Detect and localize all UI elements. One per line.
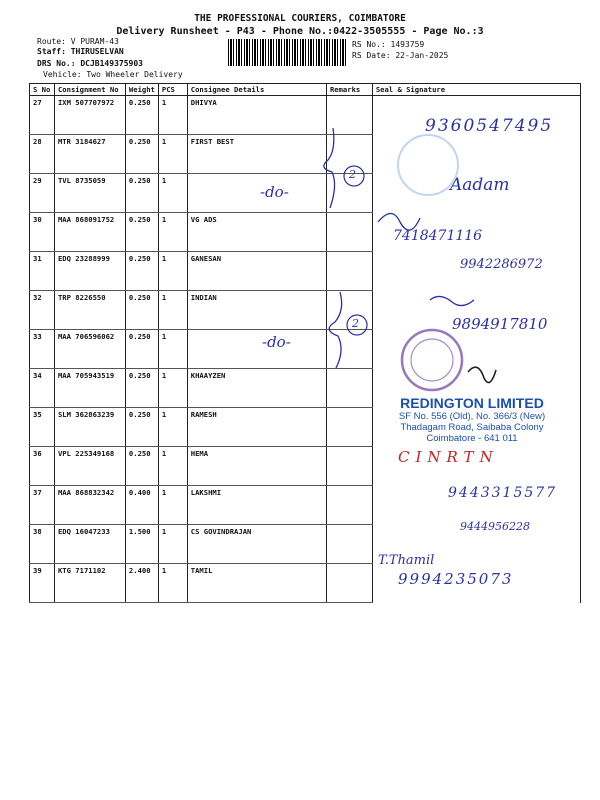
cell-consignment: MAA 705943519: [54, 369, 125, 408]
company-stamp: [372, 395, 572, 444]
signature-scribble: [468, 367, 496, 382]
stamp-company: REDINGTON LIMITED: [400, 395, 544, 411]
cell-sno: 31: [30, 252, 55, 291]
cell-sno: 36: [30, 447, 55, 486]
handwritten-signature: T.Thamil: [378, 553, 435, 568]
cell-consignee: CS GOVINDRAJAN: [187, 525, 326, 564]
cell-weight: 0.250: [125, 291, 158, 330]
cell-sno: 38: [30, 525, 55, 564]
cell-pcs: 1: [158, 330, 187, 369]
cell-pcs: 1: [158, 213, 187, 252]
cell-consignment: MTR 3184627: [54, 135, 125, 174]
handwritten-phone: 7418471116: [393, 228, 483, 244]
cell-weight: 0.250: [125, 447, 158, 486]
cell-sno: 32: [30, 291, 55, 330]
cell-consignee: DHIVYA: [187, 96, 326, 135]
cell-consignee: VG ADS: [187, 213, 326, 252]
signature-scribble: [430, 296, 474, 305]
cell-weight: 0.250: [125, 369, 158, 408]
cell-consignment: EDQ 16047233: [54, 525, 125, 564]
ditto-mark: -do-: [260, 183, 289, 201]
cell-consignment: VPL 225349168: [54, 447, 125, 486]
cell-weight: 0.250: [125, 408, 158, 447]
drs-number: DRS No.: DCJB149375903: [37, 59, 143, 68]
col-remarks: Remarks: [326, 84, 372, 96]
ditto-mark: -do-: [262, 333, 291, 351]
cell-sno: 33: [30, 330, 55, 369]
cell-consignment: EDQ 23288999: [54, 252, 125, 291]
cell-consignment: MAA 706596062: [54, 330, 125, 369]
stamp-line: Thadagam Road, Saibaba Colony: [400, 422, 544, 433]
cell-pcs: 1: [158, 408, 187, 447]
cell-consignee: RAMESH: [187, 408, 326, 447]
cell-sno: 35: [30, 408, 55, 447]
col-consignment: Consignment No: [54, 84, 125, 96]
route-label: Route: V PURAM-43: [37, 37, 119, 46]
handwritten-phone: 9360547495: [425, 116, 554, 136]
cell-sno: 30: [30, 213, 55, 252]
cell-pcs: 1: [158, 525, 187, 564]
cell-weight: 0.250: [125, 174, 158, 213]
cell-consignee: INDIAN: [187, 291, 326, 330]
col-weight: Weight: [125, 84, 158, 96]
cell-weight: 0.250: [125, 96, 158, 135]
cell-weight: 0.250: [125, 252, 158, 291]
cell-pcs: 1: [158, 291, 187, 330]
vehicle-label: Vehicle: Two Wheeler Delivery: [43, 70, 183, 79]
cell-pcs: 1: [158, 174, 187, 213]
cell-consignee: FIRST BEST: [187, 135, 326, 174]
cell-consignee: KHAAYZEN: [187, 369, 326, 408]
bracket-mark: [329, 292, 341, 368]
cell-pcs: 1: [158, 486, 187, 525]
handwritten-signature: Aadam: [450, 175, 510, 195]
col-signature: Seal & Signature: [372, 84, 580, 96]
handwritten-phone: 9942286972: [460, 257, 543, 272]
cell-sno: 39: [30, 564, 55, 603]
cell-consignment: TVL 8735059: [54, 174, 125, 213]
col-pcs: PCS: [158, 84, 187, 96]
company-name: THE PROFESSIONAL COURIERS, COIMBATORE: [194, 13, 406, 24]
cell-pcs: 1: [158, 369, 187, 408]
cell-sno: 37: [30, 486, 55, 525]
cell-consignment: TRP 8226550: [54, 291, 125, 330]
rs-number: RS No.: 1493759: [352, 40, 425, 49]
col-consignee: Consignee Details: [187, 84, 326, 96]
handwritten-phone: 9444956228: [460, 520, 530, 533]
cell-consignee: GANESAN: [187, 252, 326, 291]
cell-weight: 0.250: [125, 135, 158, 174]
seal-stamp-inner: [411, 339, 453, 381]
runsheet-title: Delivery Runsheet - P43 - Phone No.:0422-3505555 - Page No.:3: [116, 26, 484, 37]
cell-pcs: 1: [158, 96, 187, 135]
cell-consignment: MAA 868832342: [54, 486, 125, 525]
cell-weight: 2.400: [125, 564, 158, 603]
staff-label: Staff: THIRUSELVAN: [37, 47, 124, 56]
cell-pcs: 1: [158, 135, 187, 174]
handwritten-phone: 9994235073: [398, 570, 514, 588]
cell-sno: 28: [30, 135, 55, 174]
stamp-line: Coimbatore - 641 011: [426, 433, 518, 444]
cell-weight: 0.400: [125, 486, 158, 525]
cell-pcs: 1: [158, 564, 187, 603]
seal-stamp: [398, 135, 458, 195]
col-sno: S No: [30, 84, 55, 96]
cell-consignment: KTG 7171102: [54, 564, 125, 603]
handwritten-phone: 9894917810: [452, 315, 548, 333]
cell-weight: 0.250: [125, 213, 158, 252]
stamp-line: SF No. 556 (Old), No. 366/3 (New): [398, 411, 546, 422]
cell-weight: 0.250: [125, 330, 158, 369]
cell-pcs: 1: [158, 252, 187, 291]
red-initials: CINRTN: [398, 448, 499, 466]
handwritten-phone: 9443315577: [448, 485, 558, 501]
cell-consignment: SLM 362863239: [54, 408, 125, 447]
rs-date: RS Date: 22-Jan-2025: [352, 51, 449, 60]
circle-mark-label: 2: [349, 168, 356, 181]
cell-sno: 27: [30, 96, 55, 135]
circle-mark-label: 2: [352, 317, 359, 330]
bracket-mark: [324, 128, 335, 208]
cell-sno: 34: [30, 369, 55, 408]
cell-sno: 29: [30, 174, 55, 213]
cell-consignee: TAMIL: [187, 564, 326, 603]
cell-weight: 1.500: [125, 525, 158, 564]
cell-consignee: LAKSHMI: [187, 486, 326, 525]
cell-consignment: MAA 868091752: [54, 213, 125, 252]
cell-consignment: IXM 507707972: [54, 96, 125, 135]
cell-consignee: HEMA: [187, 447, 326, 486]
cell-pcs: 1: [158, 447, 187, 486]
